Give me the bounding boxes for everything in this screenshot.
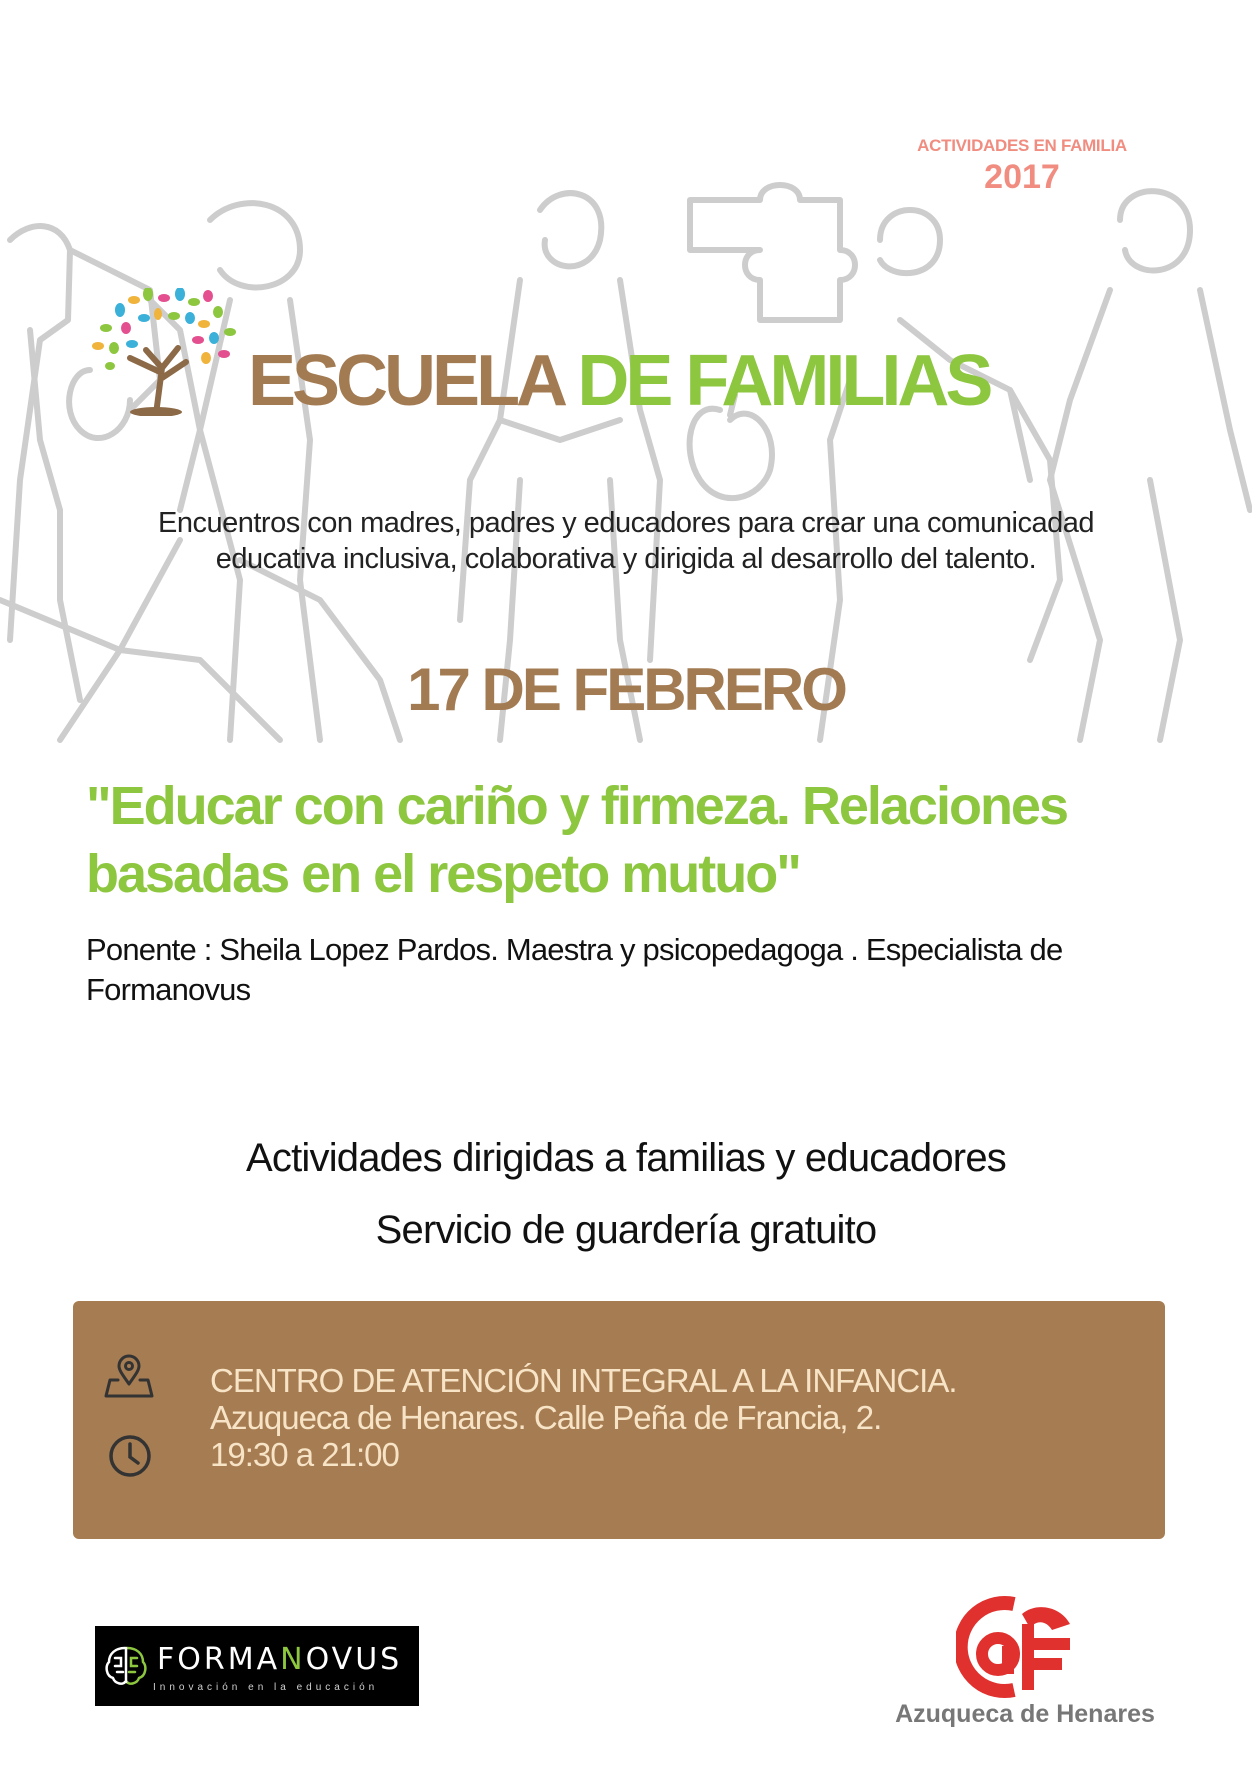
title-part1: ESCUELA bbox=[248, 341, 562, 421]
municipality-name: Azuqueca de Henares bbox=[895, 1700, 1155, 1728]
activities-year: 2017 bbox=[984, 158, 1060, 196]
venue-name: CENTRO DE ATENCIÓN INTEGRAL A LA INFANCIA. bbox=[210, 1362, 957, 1399]
event-date: 17 DE FEBRERO bbox=[407, 656, 845, 723]
page-title bbox=[248, 340, 989, 422]
map-pin-icon bbox=[104, 1354, 154, 1398]
brain-circuit-icon bbox=[103, 1644, 149, 1688]
intro-text bbox=[60, 505, 1192, 577]
talk-title bbox=[86, 772, 1196, 908]
activities-tag bbox=[892, 136, 1152, 197]
formanovus-name-part1: FORMA bbox=[157, 1642, 281, 1677]
formanovus-logo bbox=[95, 1626, 419, 1706]
speaker-info bbox=[86, 930, 1196, 1010]
speaker-line2: Formanovus bbox=[86, 972, 251, 1007]
talk-title-line1: "Educar con cariño y firmeza. Relaciones bbox=[86, 776, 1067, 836]
activities-line1: Actividades dirigidas a familias y educadores bbox=[246, 1136, 1006, 1180]
formanovus-name-part4: VUS bbox=[331, 1642, 403, 1677]
venue-info-text bbox=[210, 1362, 1150, 1473]
clock-icon bbox=[107, 1433, 153, 1479]
formanovus-name bbox=[157, 1642, 402, 1677]
title-part2: DE FAMILIAS bbox=[577, 341, 990, 421]
activities-line2: Servicio de guardería gratuito bbox=[375, 1208, 877, 1252]
venue-address: Azuqueca de Henares. Calle Peña de Francia, 2. bbox=[210, 1399, 882, 1436]
formanovus-name-part2: N bbox=[280, 1642, 306, 1677]
intro-line2: educativa inclusiva, colaborativa y dirigida al desarrollo del talento. bbox=[215, 543, 1037, 575]
formanovus-tagline: Innovación en la educación bbox=[153, 1682, 379, 1693]
talk-title-line2: basadas en el respeto mutuo" bbox=[86, 844, 800, 904]
tree-logo-icon bbox=[86, 288, 246, 416]
speaker-line1: Ponente : Sheila Lopez Pardos. Maestra y psicopedagoga . Especialista de bbox=[86, 932, 1063, 967]
activities-tag-label: ACTIVIDADES EN FAMILIA bbox=[917, 136, 1127, 155]
azuqueca-logo-icon bbox=[956, 1594, 1076, 1700]
event-time: 19:30 a 21:00 bbox=[210, 1436, 399, 1473]
formanovus-name-part3: O bbox=[305, 1642, 332, 1677]
intro-line1: Encuentros con madres, padres y educadores para crear una comunicadad bbox=[158, 507, 1094, 539]
